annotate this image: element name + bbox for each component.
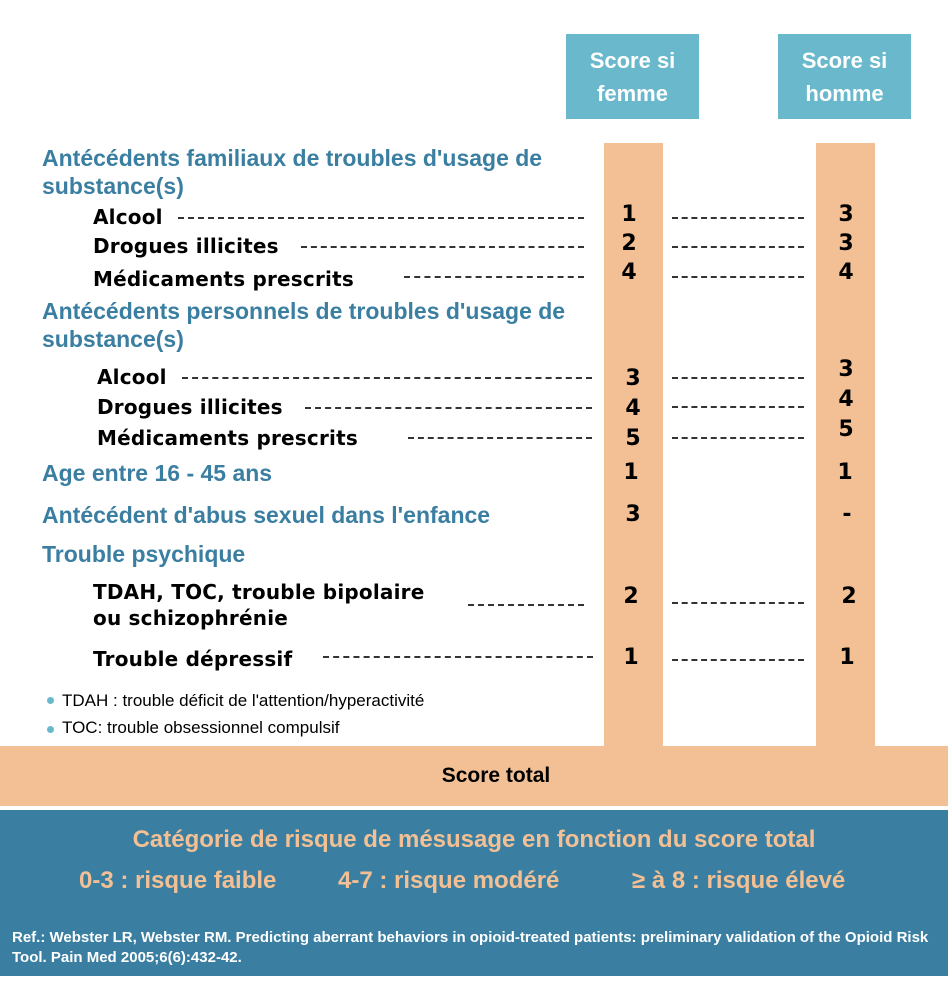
family-drugs-dash-mid [672, 246, 804, 248]
family-alcohol-dash-mid [672, 217, 804, 219]
psych-title: Trouble psychique [42, 541, 246, 567]
risk-moderate: 4-7 : risque modéré [338, 867, 560, 894]
risk-low: 0-3 : risque faible [79, 867, 277, 894]
male-score-header [778, 34, 911, 119]
personal-alcohol-dash-mid [672, 377, 804, 379]
family-history-title: Antécédents familiaux de troubles d'usage de substance(s) [42, 145, 543, 199]
personal-drugs-label: Drogues illicites [97, 395, 283, 419]
personal-meds-female-score: 5 [625, 426, 641, 451]
age-female-score: 1 [623, 460, 639, 485]
note-toc: TOC: trouble obsessionnel compulsif [62, 718, 340, 737]
family-meds-dash [404, 276, 584, 278]
personal-alcohol-male-score: 3 [838, 357, 854, 382]
personal-history-title: Antécédents personnels de troubles d'usage de substance(s) [42, 298, 566, 352]
abuse-label: Antécédent d'abus sexuel dans l'enfance [42, 502, 491, 528]
personal-alcohol-dash [182, 377, 592, 379]
psych-bipolar-male-score: 2 [841, 584, 857, 609]
reference-text: Ref.: Webster LR, Webster RM. Predicting aberrant behaviors in opioid-treated patients: preliminary validation of the Opioid Risk Tool. Pain Med 2005;6(6):432-42. [12, 929, 929, 966]
family-alcohol-female-score: 1 [621, 202, 637, 227]
risk-category-title: Catégorie de risque de mésusage en fonction du score total [132, 826, 816, 853]
psych-depression-female-score: 1 [623, 645, 639, 670]
abuse-male-score: - [842, 502, 852, 527]
family-drugs-label: Drogues illicites [93, 234, 279, 258]
psych-bipolar-label-line2: ou schizophrénie [93, 606, 289, 630]
personal-alcohol-label: Alcool [97, 365, 167, 389]
risk-high: ≥ à 8 : risque élevé [632, 867, 846, 894]
psych-bipolar-label-line1: TDAH, TOC, trouble bipolaire [93, 580, 425, 604]
score-total-band [0, 746, 948, 806]
family-drugs-dash [301, 246, 584, 248]
psych-bipolar-dash-mid [672, 602, 804, 604]
female-score-header-label: Score si femme [589, 47, 676, 106]
family-meds-male-score: 4 [838, 260, 854, 285]
personal-drugs-dash [305, 407, 592, 409]
psych-depression-label: Trouble dépressif [93, 647, 293, 671]
age-male-score: 1 [837, 460, 853, 485]
personal-meds-dash-mid [672, 437, 804, 439]
family-alcohol-dash [178, 217, 584, 219]
family-alcohol-male-score: 3 [838, 202, 854, 227]
personal-alcohol-female-score: 3 [625, 366, 641, 391]
psych-bipolar-label [93, 579, 463, 631]
psych-depression-male-score: 1 [839, 645, 855, 670]
score-total-label: Score total [441, 764, 551, 787]
family-alcohol-label: Alcool [93, 205, 163, 229]
family-drugs-male-score: 3 [838, 231, 854, 256]
family-meds-female-score: 4 [621, 260, 637, 285]
personal-meds-label: Médicaments prescrits [97, 426, 358, 450]
personal-meds-dash [408, 437, 592, 439]
note-bullet-icon [47, 697, 54, 704]
personal-drugs-male-score: 4 [838, 387, 854, 412]
family-meds-dash-mid [672, 276, 804, 278]
note-bullet-icon [47, 726, 54, 733]
psych-bipolar-female-score: 2 [623, 584, 639, 609]
family-drugs-female-score: 2 [621, 231, 637, 256]
note-tdah: TDAH : trouble déficit de l'attention/hyperactivité [62, 691, 425, 710]
age-label: Age entre 16 - 45 ans [42, 460, 273, 486]
personal-meds-male-score: 5 [838, 417, 854, 442]
psych-depression-dash [323, 656, 593, 658]
psych-depression-dash-mid [672, 659, 804, 661]
male-score-header-label: Score si homme [801, 48, 888, 106]
abuse-female-score: 3 [625, 502, 641, 527]
personal-drugs-dash-mid [672, 406, 804, 408]
personal-drugs-female-score: 4 [625, 396, 641, 421]
female-score-header [566, 34, 699, 119]
family-meds-label: Médicaments prescrits [93, 267, 354, 291]
psych-bipolar-dash [468, 604, 584, 606]
